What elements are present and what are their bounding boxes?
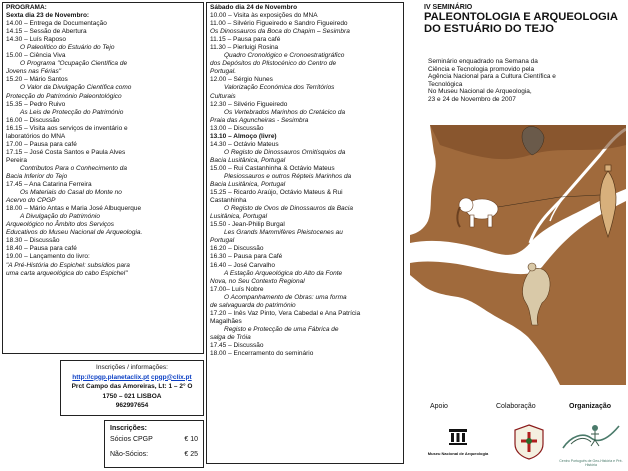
programme-saturday-line: Praia das Aguncheiras - Sesimbra [210,116,309,124]
fee-label: Não-Sócios: [110,451,149,458]
programme-saturday-line: salga de Tróia [210,333,251,341]
programme-friday-line: Pereira [6,156,27,164]
programme-friday-line: Jovens nas Férias" [6,68,62,76]
programme-saturday-line: 12.00 – Sérgio Nunes [210,76,273,84]
address-line-2: 1750 – 021 LISBOA [102,392,162,400]
programme-saturday-line: Portugal [210,237,235,245]
contact-info-box [60,360,204,416]
programme-friday-line: laboratórios do MNA [6,132,66,140]
programme-saturday-line: 17.20 – Inês Vaz Pinto, Vera Cabedal e Ana Patrícia [210,309,361,317]
programme-saturday-line: A Estação Arqueológica do Alto da Fonte [224,269,343,277]
subtitle-line: Tecnológica [428,80,463,88]
tejo-estuary-map [410,125,626,385]
programme-saturday-line: Registo e Protecção de uma Fábrica de [224,325,339,333]
programme-friday-line: O Programa "Ocupação Científica de [20,60,128,68]
website-link[interactable]: http://cpgp.planetaclix.pt [72,373,150,381]
programme-friday-line: Sexta dia 23 de Novembro: [6,12,90,20]
fees-title: Inscrições: [110,425,147,432]
subtitle-line: Seminário enquadrado na Semana da [428,58,538,65]
programme-saturday-line: O Registo de Dinossauros Ornitísquios da [224,148,346,156]
programme-friday-line: 19.00 – Lançamento do livro: [6,253,90,261]
programme-friday-line: O Valor da Divulgação Científica como [20,84,132,92]
programme-friday-line: 18.00 – Mário Antas e Maria José Albuquerque [6,205,142,213]
programme-saturday-line: de salvaguarda do património [210,301,296,309]
programme-saturday-line: 12.30 – Silvério Figueiredo [210,100,288,108]
fee-label: Sócios CPGP [110,436,153,443]
programme-saturday-line: Nova, no Seu Contexto Regional [210,277,305,285]
programme-friday-line: Os Materiais do Casal do Monte no [20,189,122,197]
programme-saturday-line: Sábado dia 24 de Novembro [210,4,298,11]
programme-saturday-line: 15.00 – Rui Castanhinha & Octávio Mateus [210,164,335,172]
programme-saturday-line: Quadro Cronológico e Cronoestratigráfico [224,52,345,60]
programme-saturday-line: Les Grands Mammifères Pleistocenes au [224,229,343,237]
seminar-number: IV SEMINÁRIO [424,4,473,11]
programme-friday-line: 17.00 – Pausa para café [6,140,77,148]
seminar-subtitle [428,58,624,104]
cpgp-logo [558,418,624,467]
subtitle-line: No Museu Nacional de Arqueologia, [428,88,532,96]
programme-saturday-line: 11.00 – Silvério Figueiredo e Sandro Figueiredo [210,20,348,28]
programme-saturday-line: 17.45 – Discussão [210,341,264,349]
email-link[interactable]: cpgp@clix.pt [151,373,192,381]
programme-saturday-line: Plesiossauros e outros Répteis Marinhos da [224,172,352,180]
programme-friday-line: 15.20 – Mário Santos [6,76,68,84]
fee-row-members [110,434,198,445]
programme-saturday-line: Magalhães [210,317,242,325]
programme-friday-line: 16.15 – Visita aos serviços de inventário e [6,124,128,132]
programme-friday-line: Bacia Inferior do Tejo [6,172,68,180]
programme-saturday-line: Os Dinossauros da Boca do Chapim – Sesimbra [210,28,350,36]
cpgp-emblem-icon [561,418,621,454]
programme-saturday-line: 16.40 – José Carvalho [210,261,276,269]
programme-saturday-line: 13.10 – Almoço (livre) [210,132,277,140]
programme-friday-line: 17.45 – Ana Catarina Ferreira [6,181,92,189]
programme-saturday-line: 11.30 – Pierluigi Rosina [210,44,279,52]
programme-saturday-line: Bacia Lusitânica, Portugal [210,181,286,189]
collaboration-emblem-icon [512,424,546,460]
programme-friday-line: Contributos Para o Conhecimento da [20,164,127,172]
programme-friday-line: 15.35 – Pedro Ruivo [6,100,66,108]
programme-friday-line: uma carta arqueológica do cabo Espichel" [6,269,128,277]
programme-friday-line: 15.00 – Ciência Viva [6,52,66,60]
programme-saturday-line: Os Vertebrados Marinhos do Cretácico da [224,108,346,116]
cpgp-caption: Centro Português de Geo-História e Pré-História [559,459,623,467]
programme-saturday-line: Bacia Lusitânica, Portugal [210,156,286,164]
programme-saturday-line: dos Depósitos do Plistocénico do Centro de [210,60,337,68]
programme-friday-line: 16.00 – Discussão [6,116,60,124]
programme-saturday-line: Castanhinha [210,197,247,205]
programme-friday-line: 14.15 – Sessão de Abertura [6,28,87,36]
programme-saturday-line: 16.20 – Discussão [210,245,264,253]
fee-value: € 10 [184,436,198,443]
programme-saturday-line: Valorização Económica dos Territórios [224,84,335,92]
contact-title: Inscrições / informações: [96,364,168,371]
programme-saturday-box [206,2,404,464]
programme-friday-line: O Paleolítico do Estuário do Tejo [20,44,115,52]
programme-saturday-line: Lusitânica, Portugal [210,213,268,221]
support-label: Apoio [430,403,448,410]
phone-number: 962997654 [115,402,149,409]
programme-saturday-line: O Acompanhamento de Obras: uma forma [224,293,347,301]
programme-friday-line: 18.30 – Discussão [6,237,60,245]
fee-row-nonmembers [110,449,198,460]
collaboration-label: Colaboração [496,403,536,410]
subtitle-line: Agência Nacional para a Cultura Científica e [428,73,556,81]
programme-friday-line: 17.15 – José Costa Santos e Paula Alves [6,148,126,156]
programme-friday-line: A Divulgação do Património [20,213,100,221]
programme-friday-line: PROGRAMA: [6,4,47,11]
seminar-header [424,4,624,35]
museu-logo [423,428,493,456]
seminar-title-line-2: DO ESTUÁRIO DO TEJO [424,22,554,35]
programme-friday-line: 14.00 – Entrega de Documentação [6,20,107,28]
programme-saturday-line: 17.00– Luís Nobre [210,285,264,293]
programme-saturday-line: Portugal. [210,68,237,76]
subtitle-line: Ciência e Tecnologia promovido pela [428,65,535,73]
programme-friday-line: 18.40 – Pausa para café [6,245,77,253]
programme-friday-line: As Leis de Protecção do Património [20,108,124,116]
organization-label: Organização [569,403,612,410]
programme-saturday-line: 18.00 – Encerramento do seminário [210,350,314,358]
programme-saturday-line: O Registo de Ovos de Dinossauros da Bacia [224,205,353,213]
programme-saturday-line: 16.30 – Pausa para Café [210,253,283,261]
programme-friday-line: "A Pré-História do Espichel: subsídios para [6,261,130,269]
programme-friday-box [2,2,204,354]
programme-saturday-line: 11.15 – Pausa para café [210,36,281,44]
programme-saturday-line: 14.30 – Octávio Mateus [210,140,279,148]
programme-friday-line: Educativos do Museu Nacional de Arqueologia. [6,229,143,237]
museu-name: Museu Nacional de Arqueologia [427,451,489,456]
registration-fees-box [104,420,204,468]
programme-saturday-line: 10.00 – Visita às exposições do MNA [210,12,318,20]
programme-friday-line: Acervo do CPGP [6,197,56,205]
fee-value: € 25 [184,451,198,458]
programme-friday-line: Arqueológico no Âmbito dos Serviços [6,221,115,229]
programme-friday-line: 14.30 – Luís Raposo [6,36,66,44]
programme-saturday-line: Culturais [210,92,236,100]
address-line-1: Prct Campo das Amoreiras, Lt: 1 – 2° O [71,383,193,390]
programme-friday-line: Protecção do Património Paleontológico [6,92,122,100]
subtitle-line: 23 e 24 de Novembro de 2007 [428,95,516,103]
programme-saturday-line: 15.25 – Ricardo Araújo, Octávio Mateus & Rui [210,189,343,197]
seminar-title-line-1: PALEONTOLOGIA E ARQUEOLOGIA [424,11,618,23]
programme-saturday-line: 13.00 – Discussão [210,124,264,132]
temple-icon [448,428,468,446]
programme-saturday-line: 15.50 - Jean-Philip Burgal [210,221,285,229]
